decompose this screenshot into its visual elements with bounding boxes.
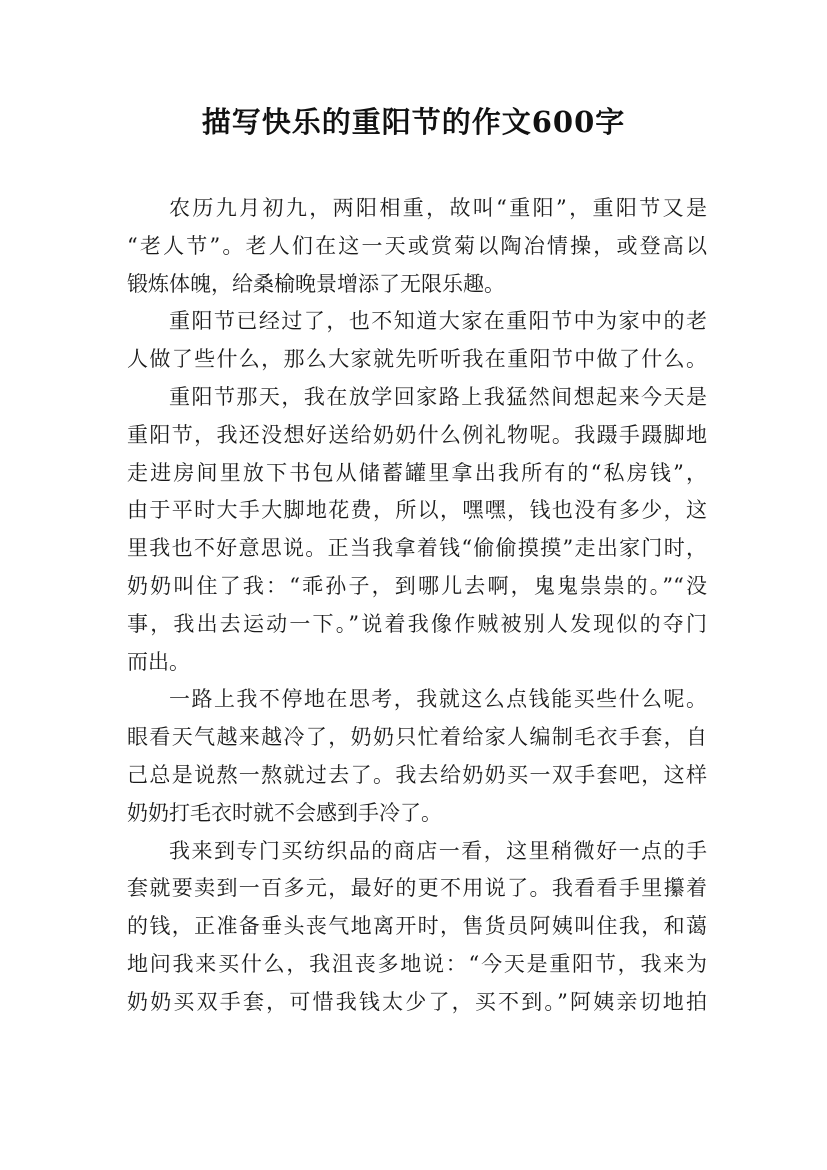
text-line: 套就要卖到一百多元，最好的更不用说了。我看看手里攥着 bbox=[127, 876, 707, 901]
text-line: 锻炼体魄，给桑榆晚景增添了无限乐趣。 bbox=[127, 271, 505, 296]
text-line: 而出。 bbox=[127, 649, 190, 674]
text-line: 的钱，正准备垂头丧气地离开时，售货员阿姨叫住我，和蔼 bbox=[127, 914, 707, 939]
text-line: 由于平时大手大脚地花费，所以，嘿嘿，钱也没有多少，这 bbox=[127, 498, 707, 523]
text-line: 奶奶打毛衣时就不会感到手冷了。 bbox=[127, 800, 442, 825]
text-line: 眼看天气越来越冷了，奶奶只忙着给家人编制毛衣手套，自 bbox=[127, 725, 707, 750]
text-line: 己总是说熬一熬就过去了。我去给奶奶买一双手套吧，这样 bbox=[127, 762, 707, 787]
text-line: 一路上我不停地在思考，我就这么点钱能买些什么呢。 bbox=[169, 687, 707, 712]
paragraph-2 bbox=[127, 303, 707, 379]
text-line: 农历九月初九，两阳相重，故叫“重阳”，重阳节又是 bbox=[169, 196, 707, 220]
text-line: “老人节”。老人们在这一天或赏菊以陶冶情操，或登高以 bbox=[127, 233, 707, 258]
text-line: 重阳节，我还没想好送给奶奶什么例礼物呢。我蹑手蹑脚地 bbox=[127, 422, 707, 447]
paragraph-4 bbox=[127, 681, 707, 832]
text-line: 奶奶叫住了我：“乖孙子，到哪儿去啊，鬼鬼祟祟的。”“没 bbox=[127, 573, 707, 598]
document-body bbox=[127, 190, 707, 1022]
text-line: 地问我来买什么，我沮丧多地说：“今天是重阳节，我来为 bbox=[127, 951, 707, 976]
text-line: 重阳节已经过了，也不知道大家在重阳节中为家中的老 bbox=[169, 309, 707, 334]
text-line: 我来到专门买纺织品的商店一看，这里稍微好一点的手 bbox=[169, 838, 707, 863]
document-title: 描写快乐的重阳节的作文600字 bbox=[201, 105, 626, 139]
paragraph-1 bbox=[127, 190, 707, 303]
text-line: 重阳节那天，我在放学回家路上我猛然间想起来今天是 bbox=[169, 384, 707, 409]
text-line: 事，我出去运动一下。”说着我像作贼被别人发现似的夺门 bbox=[127, 611, 707, 636]
text-line: 里我也不好意思说。正当我拿着钱“偷偷摸摸”走出家门时， bbox=[127, 536, 707, 561]
text-line: 奶奶买双手套，可惜我钱太少了，买不到。”阿姨亲切地拍 bbox=[127, 989, 707, 1014]
paragraph-3 bbox=[127, 379, 707, 681]
paragraph-5 bbox=[127, 833, 707, 1022]
text-line: 人做了些什么，那么大家就先听听我在重阳节中做了什么。 bbox=[127, 347, 707, 372]
text-line: 走进房间里放下书包从储蓄罐里拿出我所有的“私房钱”， bbox=[127, 460, 707, 485]
